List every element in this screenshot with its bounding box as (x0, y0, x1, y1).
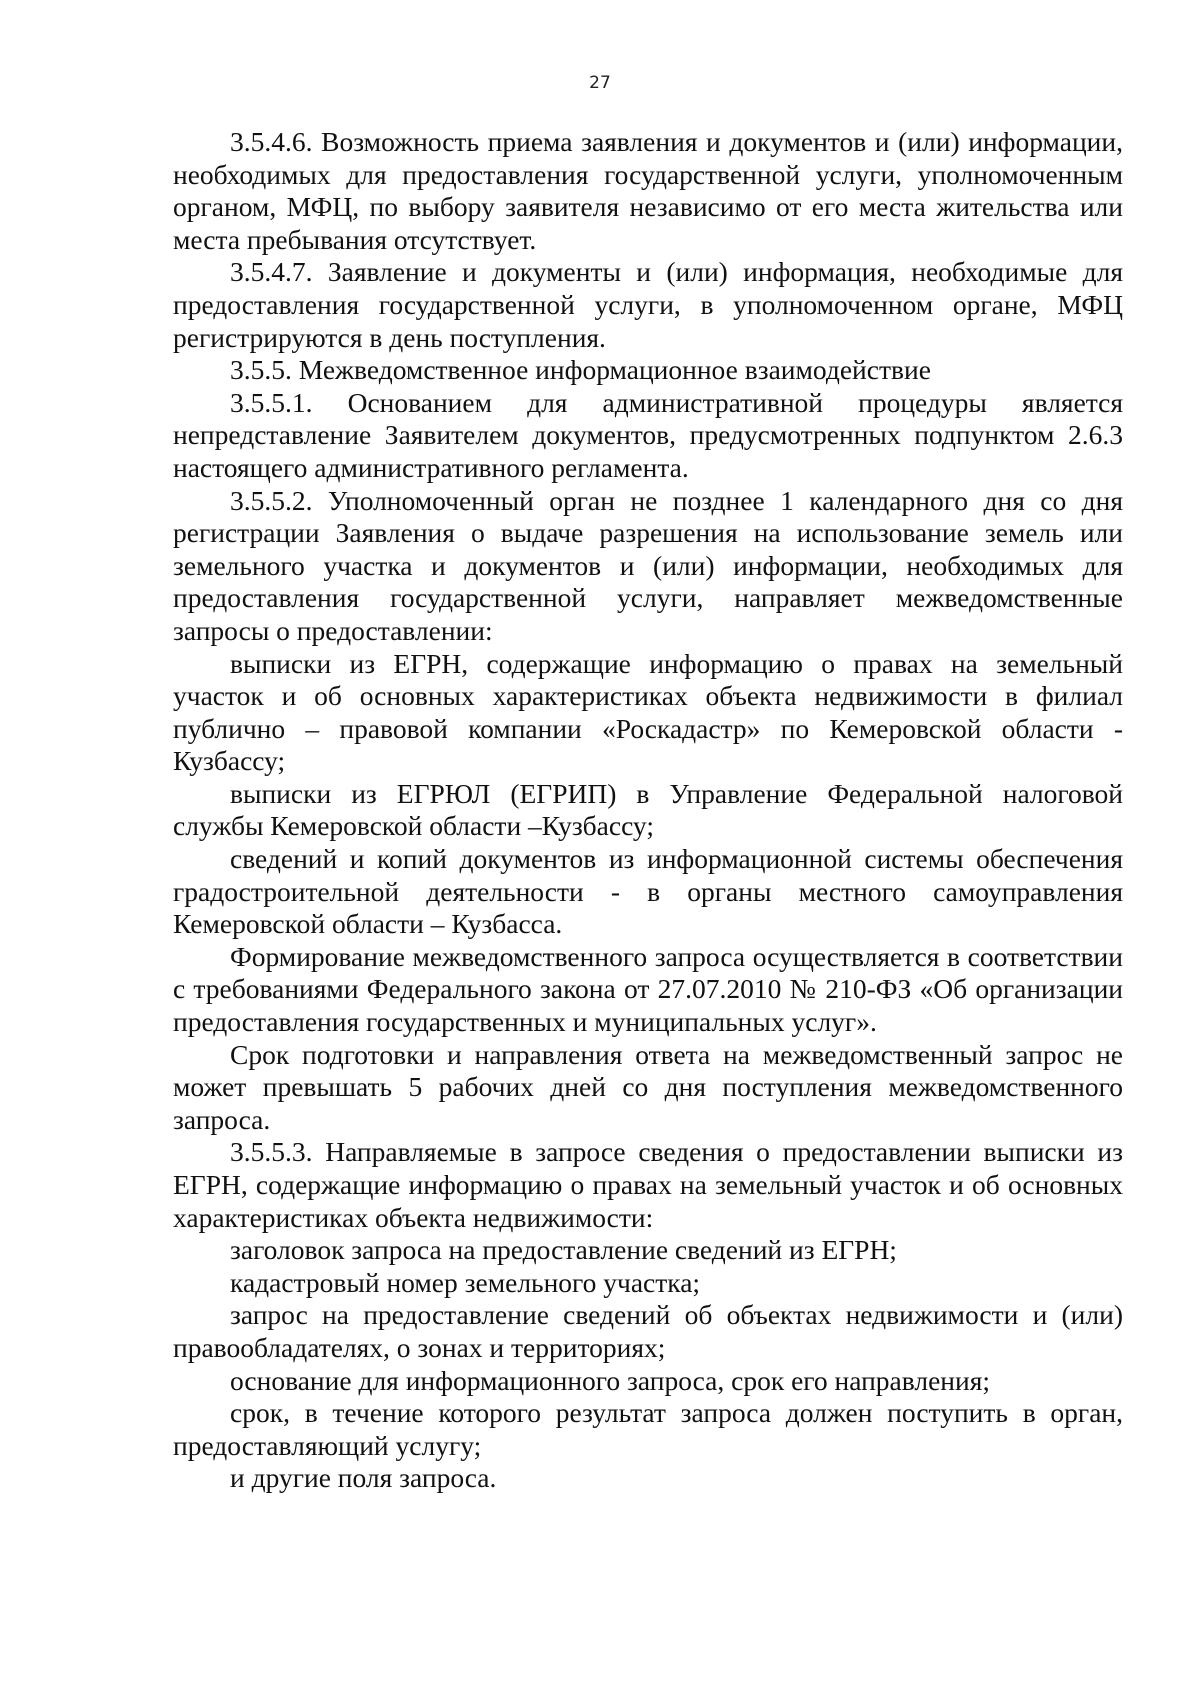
list-item-other-fields: и другие поля запроса. (230, 1462, 497, 1494)
paragraph-3-5-4-6: 3.5.4.6. Возможность приема заявления и документов и (или) информации, необходимых для предоставления государственной услуги, уполномоченным органом, МФЦ, по выбору заявителя независимо от его места жительства или места пребывания отсутствует. (173, 126, 1123, 255)
paragraph-3-5-4-7: 3.5.4.7. Заявление и документы и (или) информация, необходимые для предоставления государственной услуги, в уполномоченном органе, МФЦ регистрируются в день поступления. (173, 256, 1123, 353)
list-item-cadastral-number: кадастровый номер земельного участка; (230, 1266, 701, 1298)
paragraph-3-5-5-3: 3.5.5.3. Направляемые в запросе сведения о предоставлении выписки из ЕГРН, содержащие информацию о правах на земельный участок и об основных характеристиках объекта недвижимости: (173, 1136, 1123, 1233)
paragraph-3-5-5-1: 3.5.5.1. Основанием для административной процедуры является непредставление Заявителем документов, предусмотренных подпунктом 2.6.3 настоящего административного регламента. (173, 386, 1123, 483)
list-item-request-basis: основание для информационного запроса, срок его направления; (230, 1364, 991, 1396)
list-item-request-title: заголовок запроса на предоставление сведений из ЕГРН; (230, 1234, 897, 1266)
document-body (173, 126, 1123, 1495)
paragraph-request-formation: Формирование межведомственного запроса осуществляется в соответствии с требованиями Федерального закона от 27.07.2010 № 210-ФЗ «Об организации предоставления государственных и муниципальных услуг». (173, 940, 1123, 1038)
page-number: 27 (589, 73, 611, 93)
list-item-egrul-extract: выписки из ЕГРЮЛ (ЕГРИП) в Управление Федеральной налоговой службы Кемеровской области –Кузбассу; (173, 777, 1123, 842)
list-item-isogd-info: сведений и копий документов из информационной системы обеспечения градостроительной деятельности - в органы местного самоуправления Кемеровской области – Кузбасса. (173, 843, 1123, 940)
section-heading-3-5-5: 3.5.5. Межведомственное информационное взаимодействие (230, 354, 931, 386)
paragraph-3-5-5-2: 3.5.5.2. Уполномоченный орган не позднее 1 календарного дня со дня регистрации Заявления о выдаче разрешения на использование земель или земельного участка и документов и (или) информации, необходимых для предоставления государственной услуги, направляет межведомственные запросы о предоставлении: (173, 484, 1123, 646)
list-item-egrn-extract: выписки из ЕГРН, содержащие информацию о правах на земельный участок и об основных характеристиках объекта недвижимости в филиал публично – правовой компании «Роскадастр» по Кемеровской области - Кузбассу; (173, 647, 1123, 777)
list-item-result-deadline: срок, в течение которого результат запроса должен поступить в орган, предоставляющий услугу; (173, 1397, 1123, 1461)
list-item-request-details: запрос на предоставление сведений об объектах недвижимости и (или) правообладателях, о зонах и территориях; (173, 1299, 1123, 1363)
paragraph-response-deadline: Срок подготовки и направления ответа на межведомственный запрос не может превышать 5 рабочих дней со дня поступления межведомственного запроса. (173, 1038, 1123, 1135)
